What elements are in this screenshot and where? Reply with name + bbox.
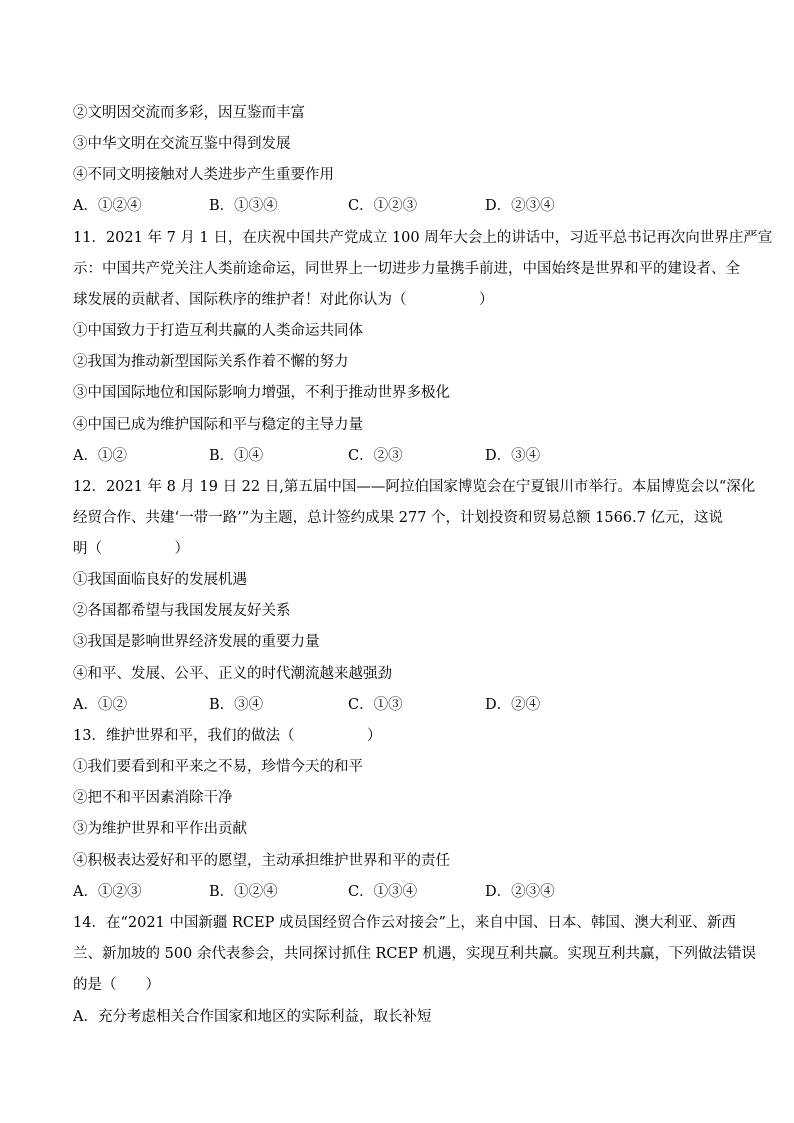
q13-stem: 13．维护世界和平，我们的做法（ ）	[73, 728, 382, 744]
q11-stem-line-3: 球发展的贡献者、国际秩序的维护者！对此你认为（ ）	[73, 292, 494, 308]
q11-item-2: ②我国为推动新型国际关系作着不懈的努力	[73, 354, 349, 370]
q12-option-a: A．①②	[73, 697, 127, 713]
q11-item-1: ①中国致力于打造互利共赢的人类命运共同体	[73, 323, 363, 339]
q12-stem-line-2: 经贸合作、共建‘一带一路’”为主题，总计签约成果 277 个，计划投资和贸易总额 1566.7 亿元，这说	[73, 510, 723, 526]
q12-stem-line-1: 12．2021 年 8 月 19 日 22 日,第五届中国——阿拉伯国家博览会在宁夏银川市举行。本届博览会以“深化	[73, 479, 756, 495]
q13-item-4: ④积极表达爱好和平的愿望，主动承担维护世界和平的责任	[73, 853, 450, 869]
q10-option-b: B．①③④	[209, 198, 278, 214]
q13-item-1: ①我们要看到和平来之不易，珍惜今天的和平	[73, 759, 363, 775]
q13-options	[73, 882, 753, 902]
q10-option-d: D．②③④	[485, 198, 555, 214]
q10-option-a: A．①②④	[73, 198, 142, 214]
q13-item-2: ②把不和平因素消除干净	[73, 790, 233, 806]
q10-option-c: C．①②③	[348, 198, 418, 214]
q10-options	[73, 196, 753, 216]
q14-option-a: A．充分考虑相关合作国家和地区的实际利益，取长补短	[73, 1009, 432, 1025]
q12-stem-line-3: 明（ ）	[73, 541, 189, 557]
q14-stem-line-1: 14．在“2021 中国新疆 RCEP 成员国经贸合作云对接会”上，来自中国、日本、韩国、澳大利亚、新西	[73, 915, 736, 931]
q11-option-a: A．①②	[73, 448, 127, 464]
q12-item-4: ④和平、发展、公平、正义的时代潮流越来越强劲	[73, 666, 392, 682]
q12-item-1: ①我国面临良好的发展机遇	[73, 572, 247, 588]
q12-options	[73, 695, 753, 715]
q11-option-c: C．②③	[348, 448, 403, 464]
q13-option-c: C．①③④	[348, 884, 418, 900]
q12-option-d: D．②④	[485, 697, 541, 713]
q13-option-d: D．②③④	[485, 884, 555, 900]
q10-item-4: ④不同文明接触对人类进步产生重要作用	[73, 167, 334, 183]
q10-item-2: ②文明因交流而多彩，因互鉴而丰富	[73, 105, 305, 121]
q14-stem-line-2: 兰、新加坡的 500 余代表参会，共同探讨抓住 RCEP 机遇，实现互利共赢。实现互利共赢，下列做法错误	[73, 946, 756, 962]
q11-option-d: D．③④	[485, 448, 541, 464]
q11-stem-line-2: 示：中国共产党关注人类前途命运，同世界上一切进步力量携手前进，中国始终是世界和平的建设者、全	[73, 261, 740, 277]
q10-item-3: ③中华文明在交流互鉴中得到发展	[73, 136, 291, 152]
q12-option-b: B．③④	[209, 697, 264, 713]
q11-stem-line-1: 11．2021 年 7 月 1 日，在庆祝中国共产党成立 100 周年大会上的讲话中，习近平总书记再次向世界庄严宣	[73, 230, 773, 246]
q13-option-b: B．①②④	[209, 884, 278, 900]
q11-options	[73, 446, 753, 466]
q11-item-3: ③中国国际地位和国际影响力增强，不利于推动世界多极化	[73, 385, 450, 401]
q11-item-4: ④中国已成为维护国际和平与稳定的主导力量	[73, 417, 363, 433]
q13-option-a: A．①②③	[73, 884, 142, 900]
q11-option-b: B．①④	[209, 448, 264, 464]
q12-item-2: ②各国都希望与我国发展友好关系	[73, 603, 291, 619]
q12-item-3: ③我国是影响世界经济发展的重要力量	[73, 634, 320, 650]
q14-stem-line-3: 的是（ ）	[73, 977, 160, 993]
q13-item-3: ③为维护世界和平作出贡献	[73, 821, 247, 837]
q12-option-c: C．①③	[348, 697, 403, 713]
